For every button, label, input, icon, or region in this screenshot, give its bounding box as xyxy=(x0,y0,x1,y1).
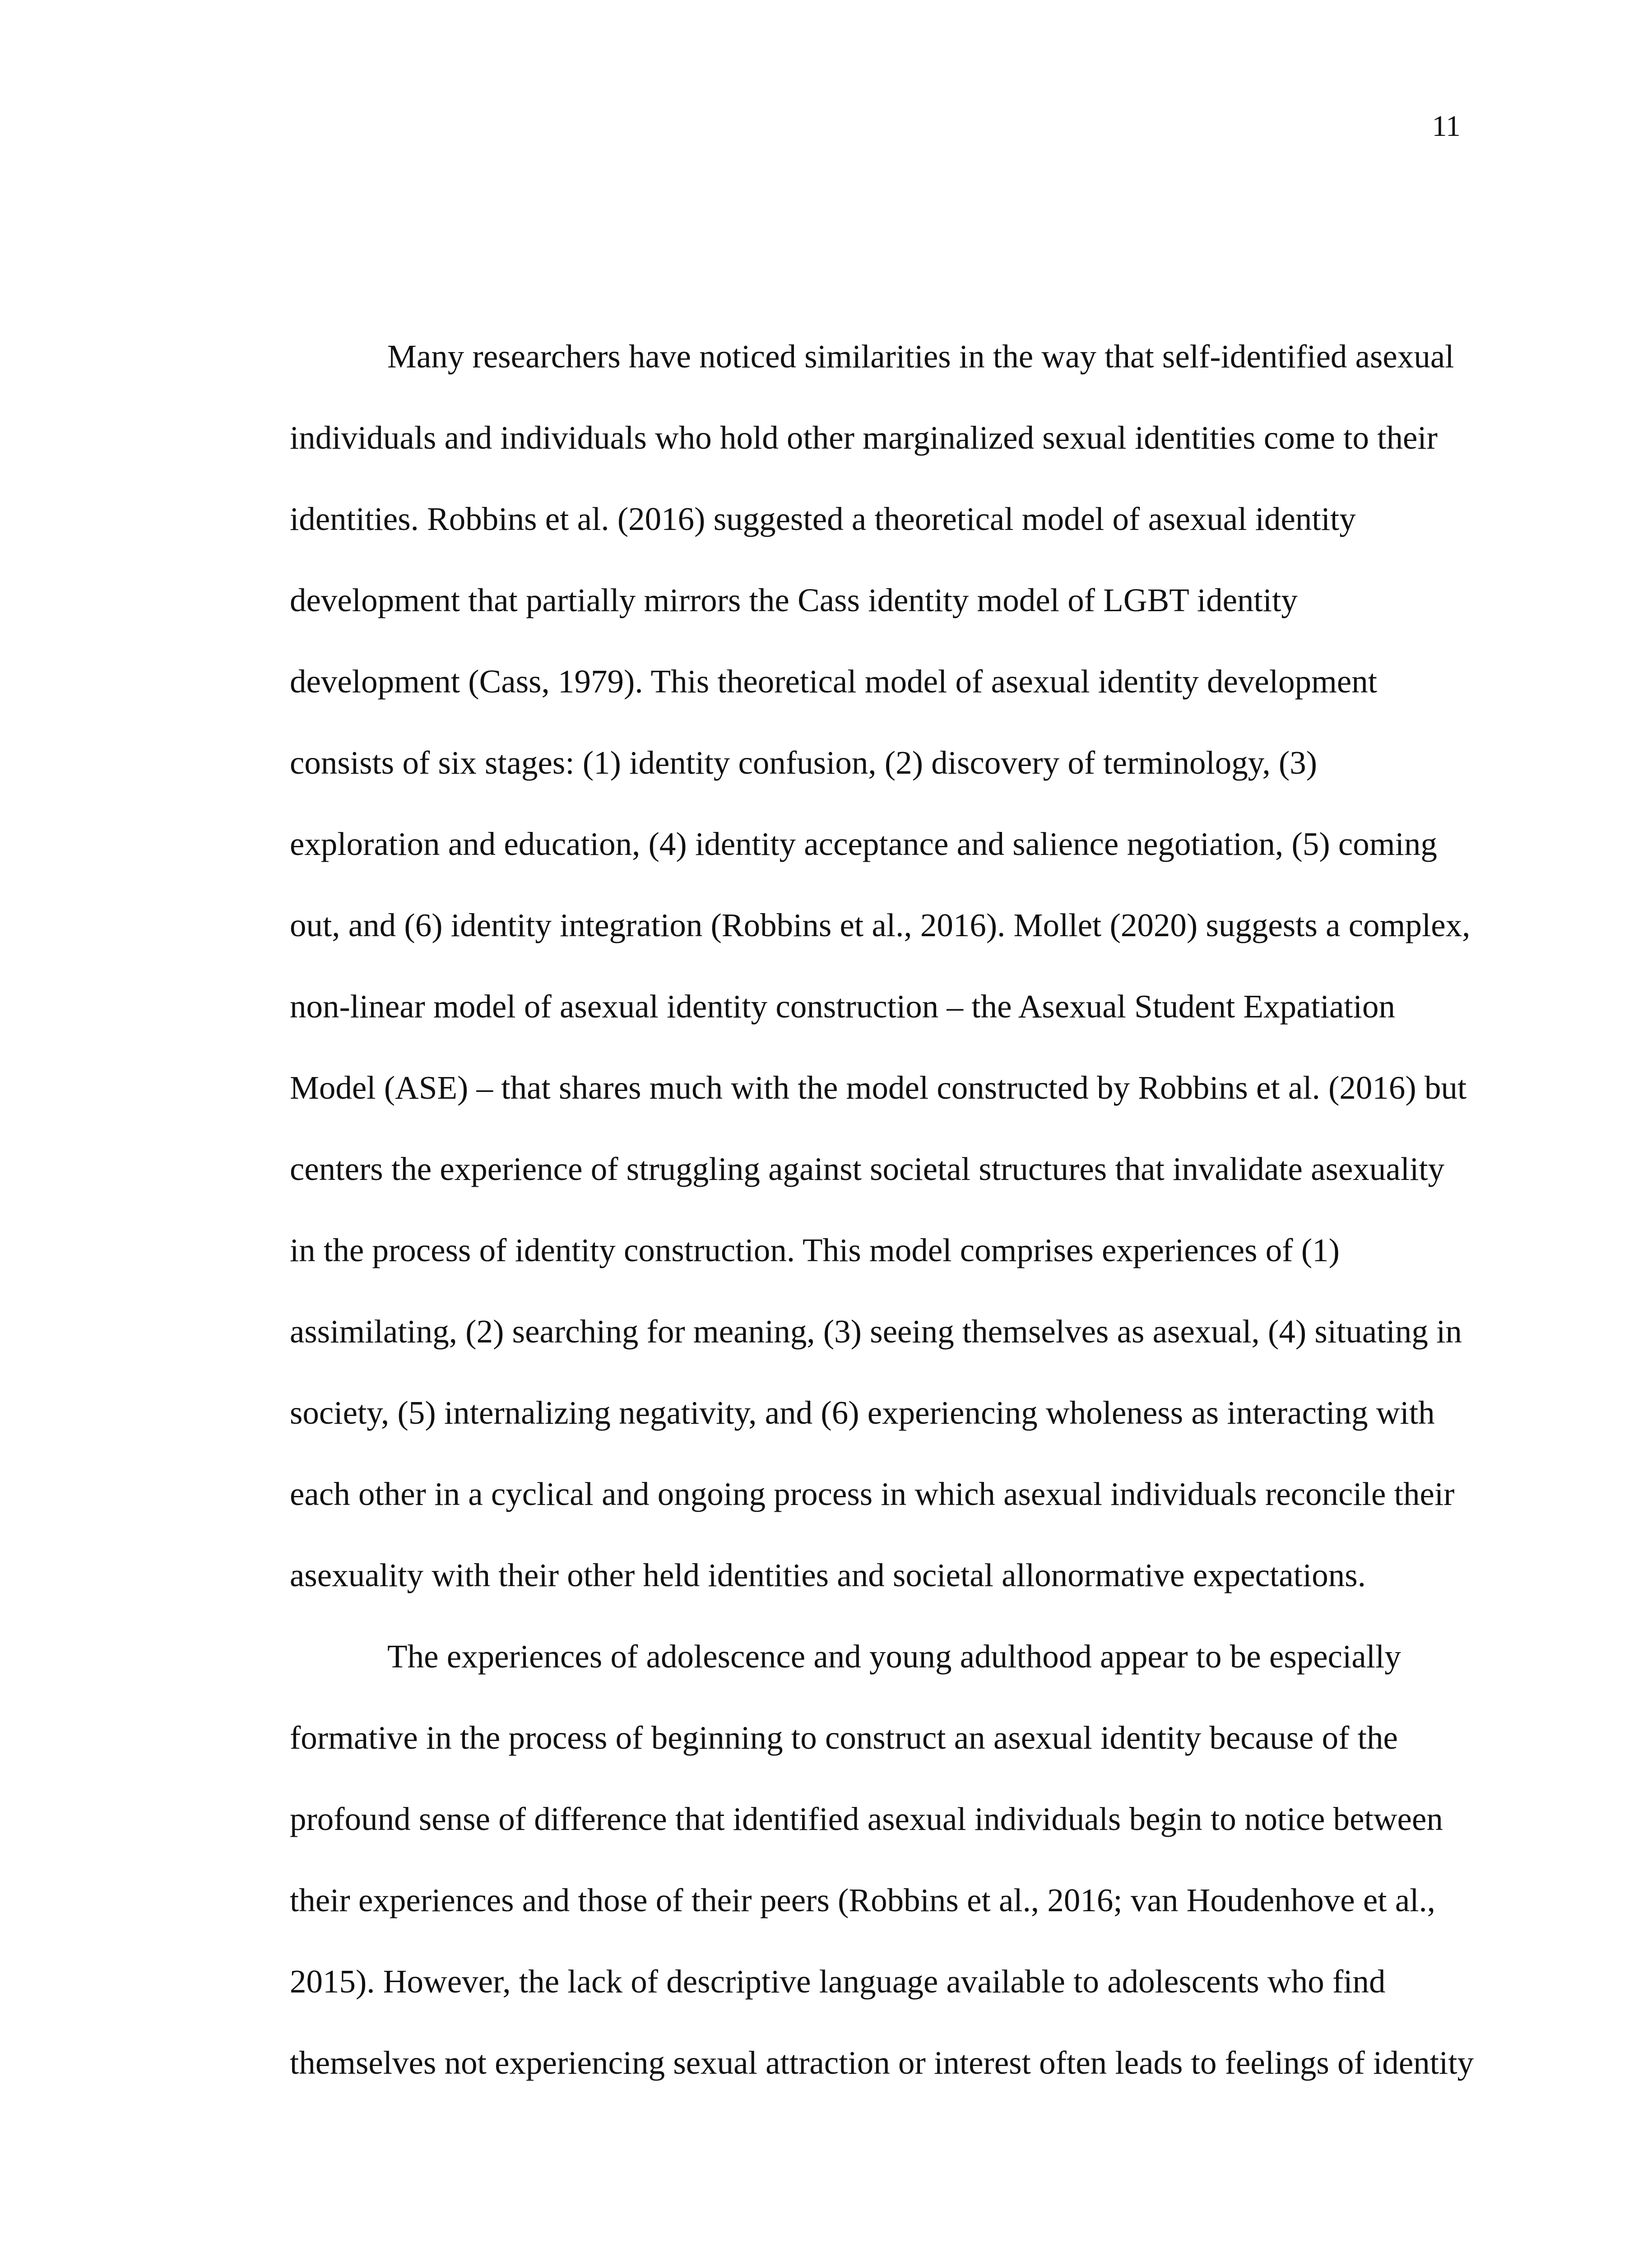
text-line: each other in a cyclical and ongoing process in which asexual individuals reconcile their xyxy=(290,1476,1455,1512)
paragraph-2 xyxy=(290,1616,1474,2104)
text-line: formative in the process of beginning to construct an asexual identity because of the xyxy=(290,1719,1398,1756)
text-line: non-linear model of asexual identity construction – the Asexual Student Expatiation xyxy=(290,988,1395,1025)
text-line: profound sense of difference that identified asexual individuals begin to notice between xyxy=(290,1801,1443,1837)
text-line: identities. Robbins et al. (2016) suggested a theoretical model of asexual identity xyxy=(290,501,1356,537)
text-line: 2015). However, the lack of descriptive language available to adolescents who find xyxy=(290,1963,1386,2000)
text-line: development (Cass, 1979). This theoretical model of asexual identity development xyxy=(290,663,1378,700)
body-text xyxy=(290,316,1474,2104)
text-line: The experiences of adolescence and young adulthood appear to be especially xyxy=(387,1638,1401,1675)
paragraph-1 xyxy=(290,316,1471,1616)
text-line: Many researchers have noticed similarities in the way that self-identified asexual xyxy=(387,338,1454,375)
text-line: society, (5) internalizing negativity, and (6) experiencing wholeness as interacting with xyxy=(290,1394,1435,1431)
text-line: development that partially mirrors the Cass identity model of LGBT identity xyxy=(290,582,1298,618)
text-line: consists of six stages: (1) identity confusion, (2) discovery of terminology, (3) xyxy=(290,744,1318,781)
text-line: assimilating, (2) searching for meaning, (3) seeing themselves as asexual, (4) situating in xyxy=(290,1313,1462,1350)
page-number: 11 xyxy=(1432,110,1461,143)
text-line: exploration and education, (4) identity acceptance and salience negotiation, (5) coming xyxy=(290,826,1437,862)
text-line: in the process of identity construction. This model comprises experiences of (1) xyxy=(290,1232,1340,1268)
text-line: centers the experience of struggling against societal structures that invalidate asexuality xyxy=(290,1151,1445,1187)
text-line: Model (ASE) – that shares much with the model constructed by Robbins et al. (2016) but xyxy=(290,1069,1467,1106)
text-line: asexuality with their other held identities and societal allonormative expectations. xyxy=(290,1557,1366,1593)
text-line: their experiences and those of their peers (Robbins et al., 2016; van Houdenhove et al., xyxy=(290,1882,1435,1918)
text-line: themselves not experiencing sexual attraction or interest often leads to feelings of identity xyxy=(290,2044,1474,2081)
text-line: out, and (6) identity integration (Robbins et al., 2016). Mollet (2020) suggests a complex, xyxy=(290,907,1471,943)
text-line: individuals and individuals who hold other marginalized sexual identities come to their xyxy=(290,419,1438,456)
